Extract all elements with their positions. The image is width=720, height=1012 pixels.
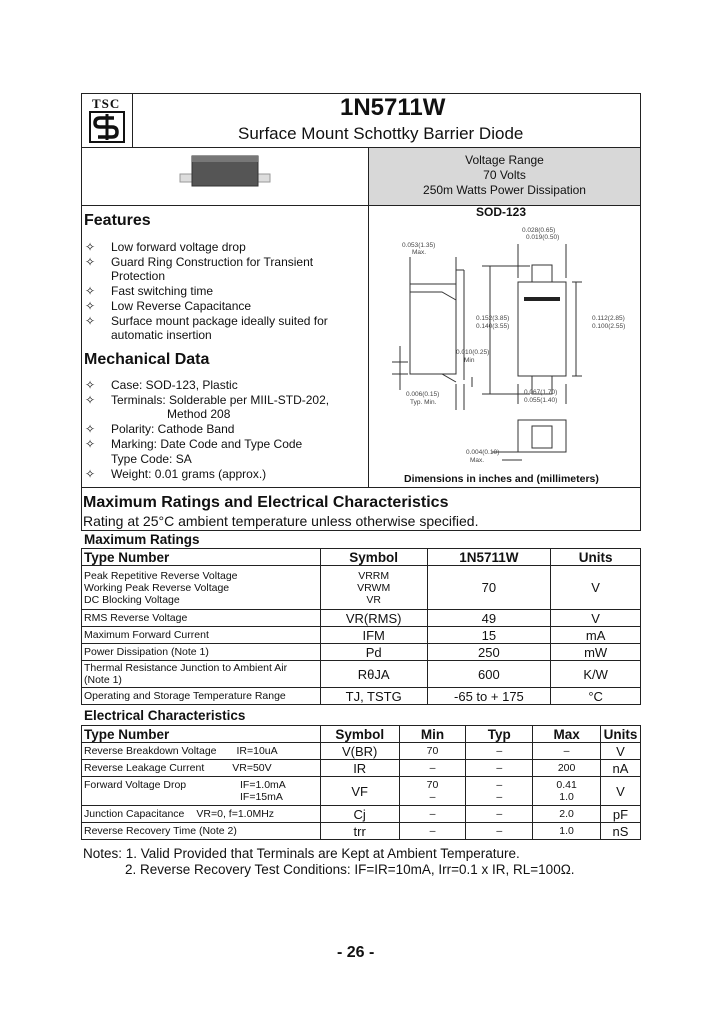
bullet-icon: ✧ (85, 299, 96, 313)
side-view-body (410, 284, 456, 374)
logo-text: TSC (92, 96, 121, 111)
sod123-photo (178, 152, 278, 192)
symbol-cell: trr (320, 823, 399, 840)
header-cell: Units (551, 549, 641, 566)
tsc-logo-mark (88, 110, 126, 144)
unit-cell: nS (600, 823, 640, 840)
value-cell: 600 (427, 661, 551, 688)
dim-text: Min (464, 357, 475, 364)
subtitle: Surface Mount Schottky Barrier Diode (238, 124, 524, 143)
value-cell: 15 (427, 627, 551, 644)
page-number: - 26 - (337, 944, 375, 961)
package-photo (178, 152, 278, 197)
bullet-icon: ✧ (85, 378, 96, 392)
header-cell: Symbol (320, 549, 427, 566)
bullet-icon: ✧ (85, 255, 96, 269)
dim-text: 0.004(0.10) (466, 449, 500, 456)
features-title: Features (84, 212, 151, 229)
unit-cell: mA (551, 627, 641, 644)
header-cell: Min (399, 726, 466, 743)
unit-cell: V (600, 777, 640, 806)
min-cell: – (399, 823, 466, 840)
unit-cell: V (551, 566, 641, 610)
diagram-caption: Dimensions in inches and (millimeters) (404, 473, 599, 485)
param-cell: Forward Voltage Drop IF=1.0mA IF=15mA (82, 777, 321, 806)
dim-text: 0.055(1.40) (524, 397, 558, 404)
param-cell: Power Dissipation (Note 1) (82, 644, 321, 661)
typ-cell: – (466, 760, 533, 777)
bullet-icon: ✧ (85, 240, 96, 254)
symbol-cell: IR (320, 760, 399, 777)
table-row (82, 661, 641, 688)
table-row (82, 644, 641, 661)
mechanical-title: Mechanical Data (84, 351, 210, 368)
table-row (82, 688, 641, 705)
spec-line-2: 70 Volts (483, 168, 526, 182)
param-cell: Reverse Leakage Current VR=50V (82, 760, 321, 777)
dim-text: 0.100(2.55) (592, 323, 626, 330)
bullet-icon: ✧ (85, 393, 96, 407)
bullet-icon: ✧ (85, 467, 96, 481)
electrical-title: Electrical Characteristics (84, 708, 246, 723)
package-label: SOD-123 (476, 205, 527, 219)
header-cell: Type Number (82, 549, 321, 566)
table-row (82, 760, 641, 777)
table-row (82, 823, 641, 840)
min-cell: – (399, 760, 466, 777)
symbol-cell: VRRM VRWM VR (320, 566, 427, 610)
symbol-cell: VF (320, 777, 399, 806)
unit-cell: V (551, 610, 641, 627)
typ-cell: – (466, 743, 533, 760)
dim-text: 0.006(0.15) (406, 391, 440, 398)
unit-cell: pF (600, 806, 640, 823)
param-cell: Peak Repetitive Reverse Voltage Working Peak Reverse Voltage DC Blocking Voltage (82, 566, 321, 610)
value-cell: -65 to + 175 (427, 688, 551, 705)
dim-text: 0.010(0.25) (456, 349, 490, 356)
max-ratings-title: Maximum Ratings (84, 532, 200, 547)
cathode-band (524, 297, 560, 301)
typ-cell: – – (466, 777, 533, 806)
bullet-icon: ✧ (85, 422, 96, 436)
top-view-body (518, 282, 566, 376)
max-ratings-table (81, 548, 641, 705)
spec-line-3: 250m Watts Power Dissipation (423, 183, 586, 197)
dim-text: 0.053(1.35) (402, 242, 436, 249)
dim-text: Typ. Min. (410, 399, 437, 406)
dim-text: Max. (470, 457, 485, 464)
value-cell: 49 (427, 610, 551, 627)
header-cell: 1N5711W (427, 549, 551, 566)
min-cell: – (399, 806, 466, 823)
param-cell: Operating and Storage Temperature Range (82, 688, 321, 705)
param-cell: Junction Capacitance VR=0, f=1.0MHz (82, 806, 321, 823)
table-header-row (82, 549, 641, 566)
value-cell: 70 (427, 566, 551, 610)
dimension-drawing (372, 222, 638, 472)
table-header-row (82, 726, 641, 743)
max-cell: 0.41 1.0 (533, 777, 601, 806)
tsc-logo (88, 96, 126, 144)
dim-text: 0.112(2.85) (592, 315, 625, 322)
unit-cell: K/W (551, 661, 641, 688)
note-1: Notes: 1. Valid Provided that Terminals are Kept at Ambient Temperature. (83, 846, 520, 861)
max-cell: 1.0 (533, 823, 601, 840)
typ-cell: – (466, 823, 533, 840)
max-cell: 2.0 (533, 806, 601, 823)
value-cell: 250 (427, 644, 551, 661)
bullet-icon: ✧ (85, 314, 96, 328)
rating-note: Rating at 25°C ambient temperature unless otherwise specified. (83, 513, 479, 529)
section-title: Maximum Ratings and Electrical Characteristics (83, 494, 449, 511)
max-cell: – (533, 743, 601, 760)
dim-text: 0.019(0.50) (526, 234, 560, 241)
dim-text: 0.067(1.70) (524, 389, 558, 396)
dim-text: Max. (412, 249, 427, 256)
dim-text: 0.152(3.85) (476, 315, 510, 322)
header-cell: Symbol (320, 726, 399, 743)
min-cell: 70 (399, 743, 466, 760)
symbol-cell: V(BR) (320, 743, 399, 760)
table-row (82, 566, 641, 610)
dim-text: 0.028(0.65) (522, 227, 556, 234)
symbol-cell: IFM (320, 627, 427, 644)
param-cell: Maximum Forward Current (82, 627, 321, 644)
unit-cell: V (600, 743, 640, 760)
symbol-cell: Cj (320, 806, 399, 823)
table-row (82, 743, 641, 760)
symbol-cell: Pd (320, 644, 427, 661)
header-cell: Type Number (82, 726, 321, 743)
electrical-table (81, 725, 641, 840)
header-cell: Max (533, 726, 601, 743)
unit-cell: °C (551, 688, 641, 705)
table-row (82, 610, 641, 627)
table-row (82, 777, 641, 806)
symbol-cell: RθJA (320, 661, 427, 688)
bullet-icon: ✧ (85, 284, 96, 298)
table-row (82, 627, 641, 644)
max-cell: 200 (533, 760, 601, 777)
symbol-cell: TJ, TSTG (320, 688, 427, 705)
note-2: 2. Reverse Recovery Test Conditions: IF=IR=10mA, Irr=0.1 x IR, RL=100Ω. (125, 862, 575, 877)
table-row (82, 806, 641, 823)
dim-text: 0.140(3.55) (476, 323, 510, 330)
param-cell: Reverse Recovery Time (Note 2) (82, 823, 321, 840)
param-cell: Thermal Resistance Junction to Ambient Air (Note 1) (82, 661, 321, 688)
unit-cell: nA (600, 760, 640, 777)
param-cell: Reverse Breakdown Voltage IR=10uA (82, 743, 321, 760)
param-cell: RMS Reverse Voltage (82, 610, 321, 627)
header-cell: Units (600, 726, 640, 743)
end-view-body (518, 420, 566, 452)
min-cell: 70 – (399, 777, 466, 806)
bullet-icon: ✧ (85, 437, 96, 451)
symbol-cell: VR(RMS) (320, 610, 427, 627)
part-number: 1N5711W (340, 94, 446, 121)
typ-cell: – (466, 806, 533, 823)
spec-box (369, 148, 640, 205)
header-cell: Typ (466, 726, 533, 743)
unit-cell: mW (551, 644, 641, 661)
spec-line-1: Voltage Range (465, 153, 544, 167)
